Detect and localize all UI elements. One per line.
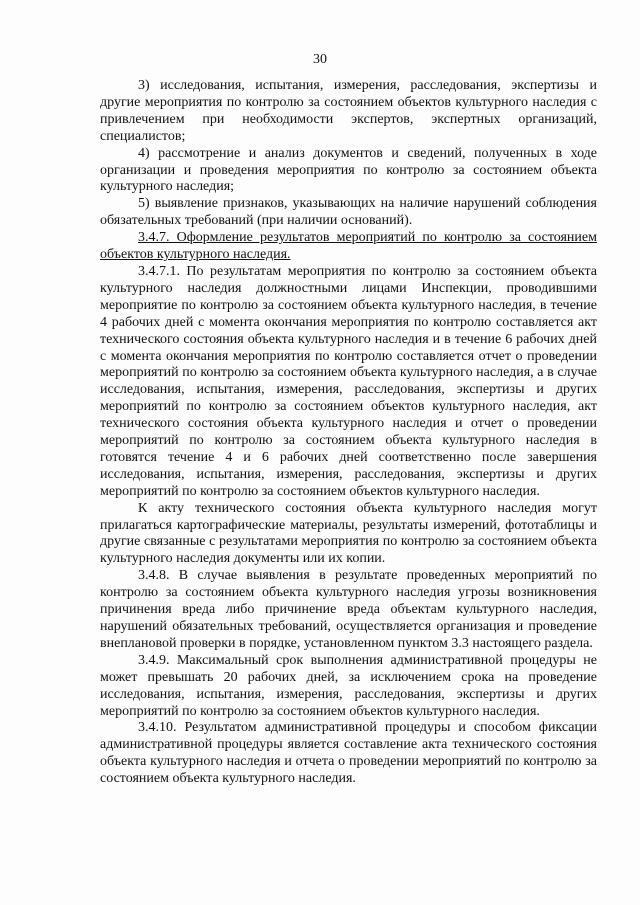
paragraph-item-3: 3) исследования, испытания, измерения, расследования, экспертизы и другие мероприятия по контролю за состоянием объектов культурного наследия с привлечением при необходимости экспертов, экспертных организаций, специалистов; bbox=[100, 78, 597, 144]
paragraph-3-4-8: 3.4.8. В случае выявления в результате проведенных мероприятий по контролю за состоянием объекта культурного наследия угрозы возникновения причинения вреда либо причинение вреда объектам культурного наследия, нарушений обязательных требований, осуществляется организация и проведение внеплановой проверки в порядке, установленном пунктом 3.3 настоящего раздела. bbox=[100, 568, 597, 651]
paragraph-item-5: 5) выявление признаков, указывающих на наличие нарушений соблюдения обязательных требований (при наличии оснований). bbox=[100, 196, 597, 229]
paragraph-3-4-9: 3.4.9. Максимальный срок выполнения административной процедуры не может превышать 20 рабочих дней, за исключением срока на проведение исследования, испытания, измерения, расследования, экспертизы и других мероприятий по контролю за состоянием объектов культурного наследия. bbox=[100, 652, 597, 719]
paragraph-act-attachments: К акту технического состояния объекта культурного наследия могут прилагаться картографические материалы, результаты измерений, фототаблицы и другие связанные с результатами мероприятия по контролю за состоянием объекта культурного наследия документы или их копии. bbox=[100, 500, 597, 567]
section-heading-3-4-7: 3.4.7. Оформление результатов мероприятий по контролю за состоянием объектов культурного наследия. bbox=[100, 230, 597, 263]
page-number: 30 bbox=[313, 52, 327, 67]
paragraph-item-4: 4) рассмотрение и анализ документов и сведений, полученных в ходе организации и проведения мероприятия по контролю за состоянием объекта культурного наследия; bbox=[100, 145, 597, 195]
paragraph-3-4-7-1: 3.4.7.1. По результатам мероприятия по контролю за состоянием объекта культурного наследия должностными лицами Инспекции, проводившими мероприятие по контролю за состоянием объекта культурного наследия, в течение 4 рабочих дней с момента окончания мероприятия по контролю составляется акт технического состояния объекта культурного наследия и в течение 6 рабочих дней с момента окончания мероприятия по контролю составляется отчет о проведении мероприятий по контролю за состоянием объекта культурного наследия, а в случае исследования, испытания, измерения, расследования, экспертизы и других мероприятий по контролю за состоянием объектов культурного наследия, акт технического состояния объекта культурного наследия и отчет о проведении мероприятий по контролю за состоянием объекта культурного наследия в готовятся течение 4 и 6 рабочих дней соответственно после завершения исследования, испытания, измерения, расследования, экспертизы и других мероприятий по контролю за состоянием объектов культурного наследия. bbox=[100, 263, 597, 499]
document-body bbox=[100, 78, 597, 788]
paragraph-3-4-10: 3.4.10. Результатом административной процедуры и способом фиксации административной процедуры является составление акта технического состояния объекта культурного наследия и отчета о проведении мероприятий по контролю за состоянием объекта культурного наследия. bbox=[100, 720, 597, 787]
